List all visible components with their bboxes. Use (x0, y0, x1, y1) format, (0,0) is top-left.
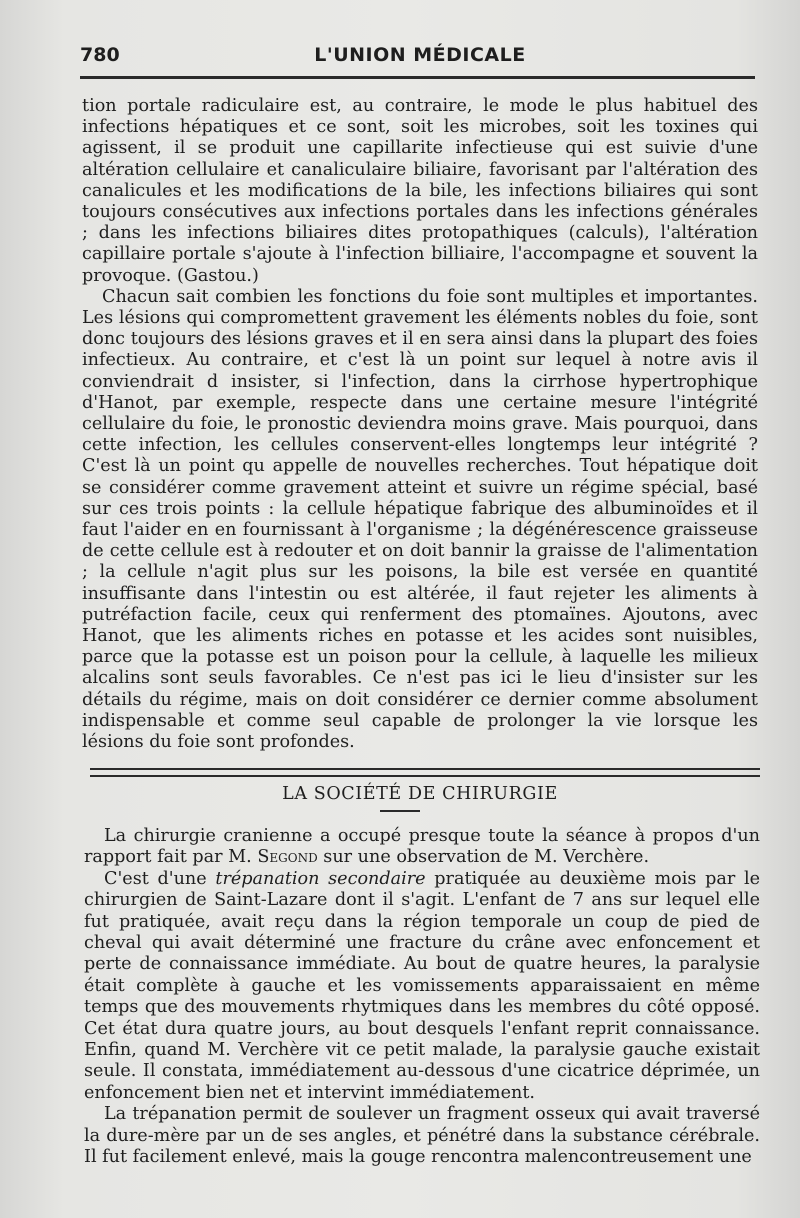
section-title-underline (380, 810, 420, 812)
article-continuation (82, 96, 758, 753)
paragraph-trepanation-case: C'est d'une trépanation secondaire pratiquée au deuxième mois par le chirurgien de Saint-Lazare dont il s'agit. L'enfant de 7 ans sur lequel elle fut pratiquée, avait reçu dans la région temporale un coup de pied de cheval qui avait déterminé une fracture du crâne avec enfoncement et perte de connaissance immédiate. Au bout de quatre heures, la paralysie était complète à gauche et les vomissements apparaissaient en même temps que des mouvements rhytmiques dans les membres du côté opposé. Cet état dura quatre jours, au bout desquels l'enfant reprit connaissance. Enfin, quand M. Verchère vit ce petit malade, la paralysie gauche existait seule. Il constata, immédiatement au-dessous d'une cicatrice déprimée, un enfoncement bien net et intervint immédiatement. (84, 868, 761, 1103)
paragraph-infections: tion portale radiculaire est, au contraire, le mode le plus habituel des infections hépatiques et ce sont, soit les microbes, soit les toxines qui agissent, il se produit une capillarite infectieuse qui est suivie d'une altération cellulaire et canaliculaire biliaire, favorisant par l'altération des canalicules et les modifications de la bile, les infections biliaires qui sont toujours consécutives aux infections portales dans les infections générales ; dans les infections biliaires dites protopathiques (calculs), l'altération capillaire portale s'ajoute à l'infection billiaire, l'accompagne et souvent la provoque. (Gastou.) (82, 96, 758, 286)
header-rule (80, 76, 755, 79)
section-divider (90, 768, 760, 777)
italic-term: trépanation secondaire (215, 868, 426, 889)
section-title: LA SOCIÉTÉ DE CHIRURGIE (282, 784, 558, 804)
page-header (80, 44, 760, 74)
paragraph-prognosis: Chacun sait combien les fonctions du foie sont multiples et importantes. Les lésions qui compromettent gravement les éléments nobles du foie, sont donc toujours des lésions graves et il en sera ainsi dans la plupart des foies infectieux. Au contraire, et c'est là un point sur lequel à notre avis il conviendrait d insister, si l'infection, dans la cirrhose hypertrophique d'Hanot, par exemple, respecte dans une certaine mesure l'intégrité cellulaire du foie, le pronostic deviendra moins grave. Mais pourquoi, dans cette infection, les cellules conservent-elles longtemps leur intégrité ? C'est là un point qu appelle de nouvelles recherches. Tout hépatique doit se considérer comme gravement atteint et suivre un régime spécial, basé sur ces trois points : la cellule hépatique fabrique des albuminoïdes et il faut l'aider en en fournissant à l'organisme ; la dégénérescence graisseuse de cette cellule est à redouter et on doit bannir la graisse de l'alimentation ; la cellule n'agit plus sur les poisons, la bile est versée en quantité insuffisante dans l'intestin ou est altérée, il faut rejeter les aliments à putréfaction facile, ceux qui renferment des ptomaïnes. Ajoutons, avec Hanot, que les aliments riches en potasse et les acides sont nuisibles, parce que la potasse est un poison pour la cellule, à laquelle les milieux alcalins sont seuls favorables. Ce n'est pas ici le lieu d'insister sur les détails du régime, mais on doit considérer ce dernier comme absolument indispensable et comme seul capable de prolonger la vie lorsque les lésions du foie sont profondes. (82, 286, 758, 753)
journal-title: L'UNION MÉDICALE (314, 44, 526, 66)
paragraph-cranial-surgery: La chirurgie cranienne a occupé presque toute la séance à propos d'un rapport fait par M. Segond sur une observation de M. Verchère. (84, 826, 760, 868)
section-body (84, 826, 760, 1169)
paragraph-trepanation-procedure: La trépanation permit de soulever un fragment osseux qui avait traversé la dure-mère par un de ses angles, et pénétré dans la substance cérébrale. Il fut facilement enlevé, mais la gouge rencontra malencontreusement une (84, 1104, 760, 1168)
author-name: Segond (257, 847, 318, 868)
page-number: 780 (80, 44, 120, 66)
